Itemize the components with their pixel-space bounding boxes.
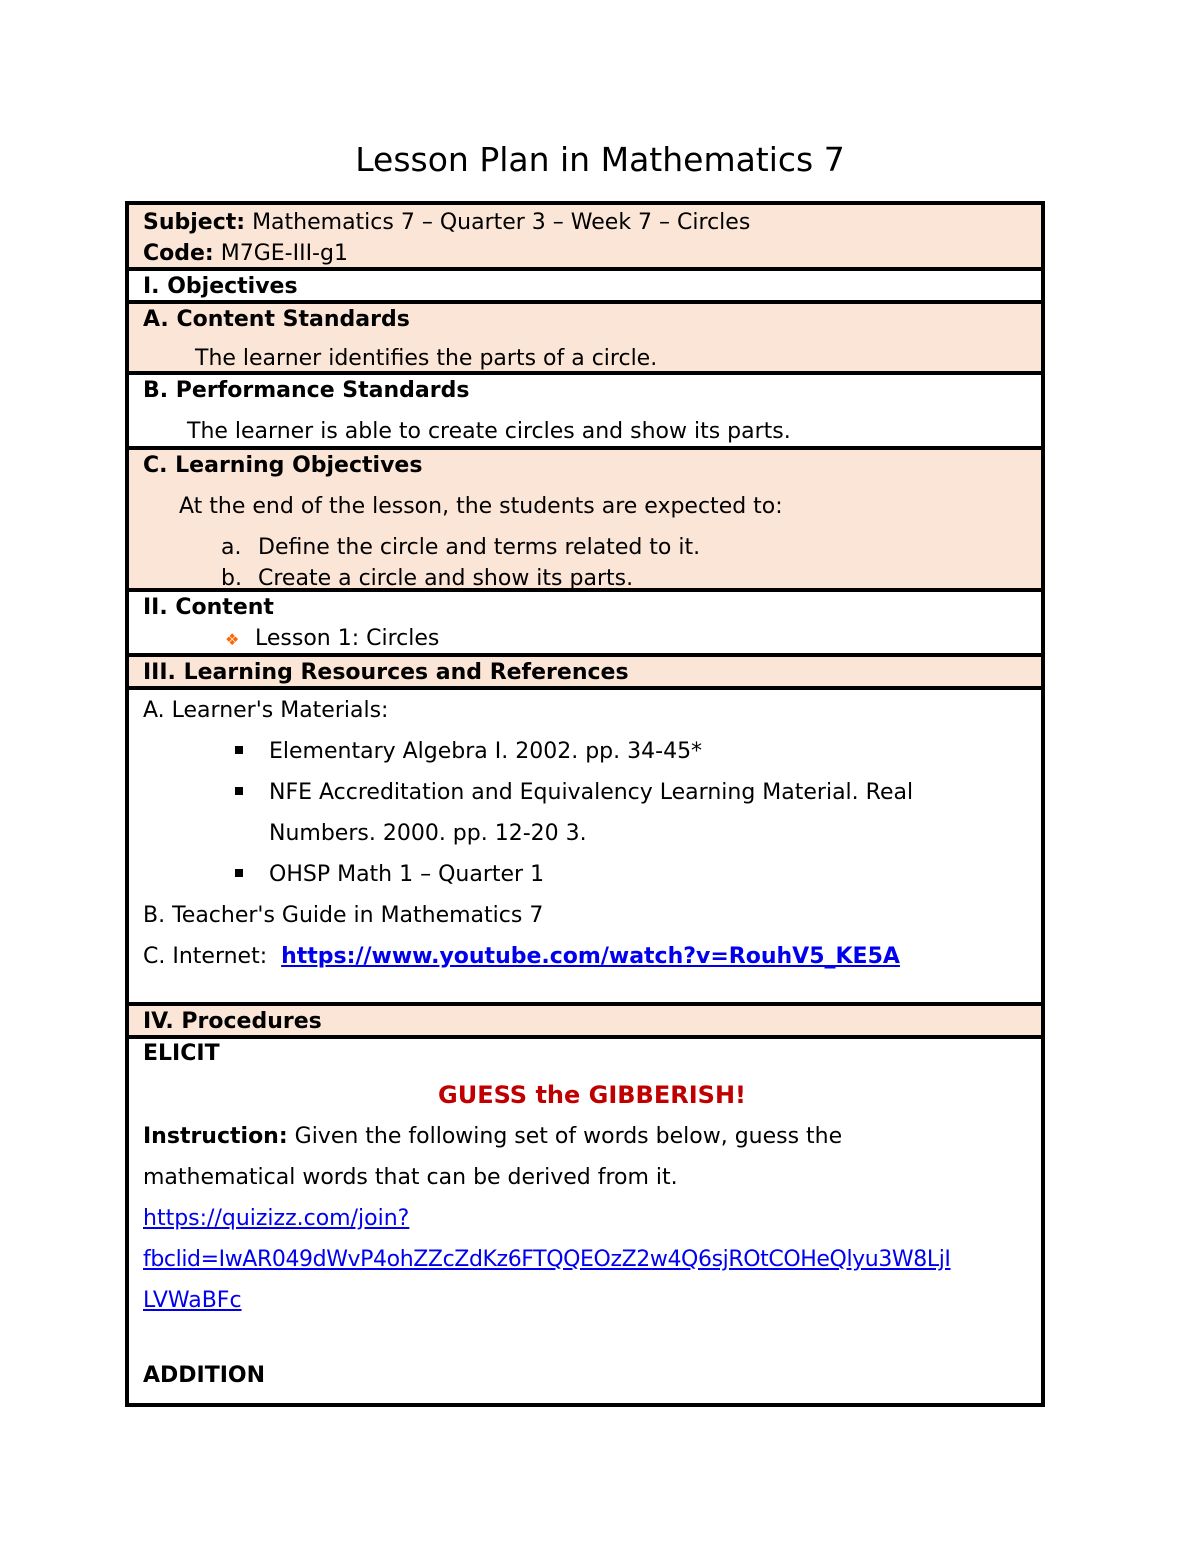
performance-standards-text: The learner is able to create circles and show its parts. (187, 419, 791, 444)
instruction-text: Given the following set of words below, guess the (287, 1124, 843, 1149)
subject-label: Subject: (143, 210, 246, 235)
header-row (129, 205, 1041, 271)
internet-label: C. Internet: (143, 944, 282, 969)
objective-item (143, 563, 1041, 594)
content-row (129, 592, 1041, 657)
square-bullet-icon (235, 869, 243, 877)
learning-objectives-intro: At the end of the lesson, the students are expected to: (179, 494, 783, 519)
objective-text: Create a circle and show its parts. (258, 566, 634, 591)
resources-heading-row (129, 657, 1041, 690)
learners-materials-label: A. Learner's Materials: (143, 698, 389, 723)
content-heading: II. Content (143, 595, 274, 620)
learning-objectives-row (129, 450, 1041, 592)
page-title: Lesson Plan in Mathematics 7 (355, 140, 845, 179)
material-item (143, 854, 1041, 895)
material-text: OHSP Math 1 – Quarter 1 (269, 862, 545, 887)
objective-item (143, 532, 1041, 563)
content-standards-text: The learner identifies the parts of a circle. (195, 346, 658, 371)
lesson-plan-table (125, 201, 1045, 1407)
procedures-row (129, 1039, 1041, 1403)
quizizz-link-end[interactable]: LVWaBFc (143, 1288, 242, 1313)
objective-marker: a. (221, 535, 242, 560)
code-value: M7GE-III-g1 (213, 241, 348, 266)
internet-reference (143, 936, 1041, 977)
youtube-link[interactable]: https://www.youtube.com/watch?v=RouhV5_KE5A (281, 944, 900, 969)
content-item-text: Lesson 1: Circles (255, 626, 440, 651)
instruction-label: Instruction: (143, 1124, 288, 1149)
elicit-heading: ELICIT (143, 1041, 220, 1066)
content-standards-heading: A. Content Standards (143, 307, 410, 332)
material-text: NFE Accreditation and Equivalency Learning Material. Real (269, 780, 914, 805)
performance-standards-row (129, 375, 1041, 450)
content-standards-row (129, 304, 1041, 375)
teachers-guide: B. Teacher's Guide in Mathematics 7 (143, 903, 544, 928)
arrow-bullet-icon: ❖ (225, 630, 240, 649)
procedures-heading: IV. Procedures (143, 1009, 322, 1034)
instruction-line (143, 1116, 1041, 1157)
material-text: Elementary Algebra I. 2002. pp. 34-45* (269, 739, 703, 764)
objective-marker: b. (221, 566, 242, 591)
material-continuation: Numbers. 2000. pp. 12-20 3. (269, 821, 587, 846)
quizizz-link-continued[interactable]: fbclid=IwAR049dWvP4ohZZcZdKz6FTQQEOzZ2w4Q6sjROtCOHeQlyu3W8LjI (143, 1247, 951, 1272)
resources-heading: III. Learning Resources and References (143, 660, 629, 685)
procedures-heading-row (129, 1006, 1041, 1039)
game-title: GUESS the GIBBERISH! (438, 1081, 746, 1109)
instruction-continuation: mathematical words that can be derived from it. (143, 1165, 678, 1190)
quizizz-link[interactable]: https://quizizz.com/join? (143, 1206, 410, 1231)
learning-objectives-heading: C. Learning Objectives (143, 453, 423, 478)
resources-row (129, 690, 1041, 1006)
objectives-heading-row (129, 271, 1041, 304)
square-bullet-icon (235, 746, 243, 754)
material-item (143, 731, 1041, 772)
addition-heading: ADDITION (143, 1363, 266, 1388)
square-bullet-icon (235, 787, 243, 795)
performance-standards-heading: B. Performance Standards (143, 378, 470, 403)
code-label: Code: (143, 241, 214, 266)
objectives-heading: I. Objectives (143, 274, 298, 299)
content-item (143, 623, 1041, 655)
subject-value: Mathematics 7 – Quarter 3 – Week 7 – Circles (245, 210, 751, 235)
objective-text: Define the circle and terms related to it. (258, 535, 701, 560)
material-item (143, 772, 1041, 813)
